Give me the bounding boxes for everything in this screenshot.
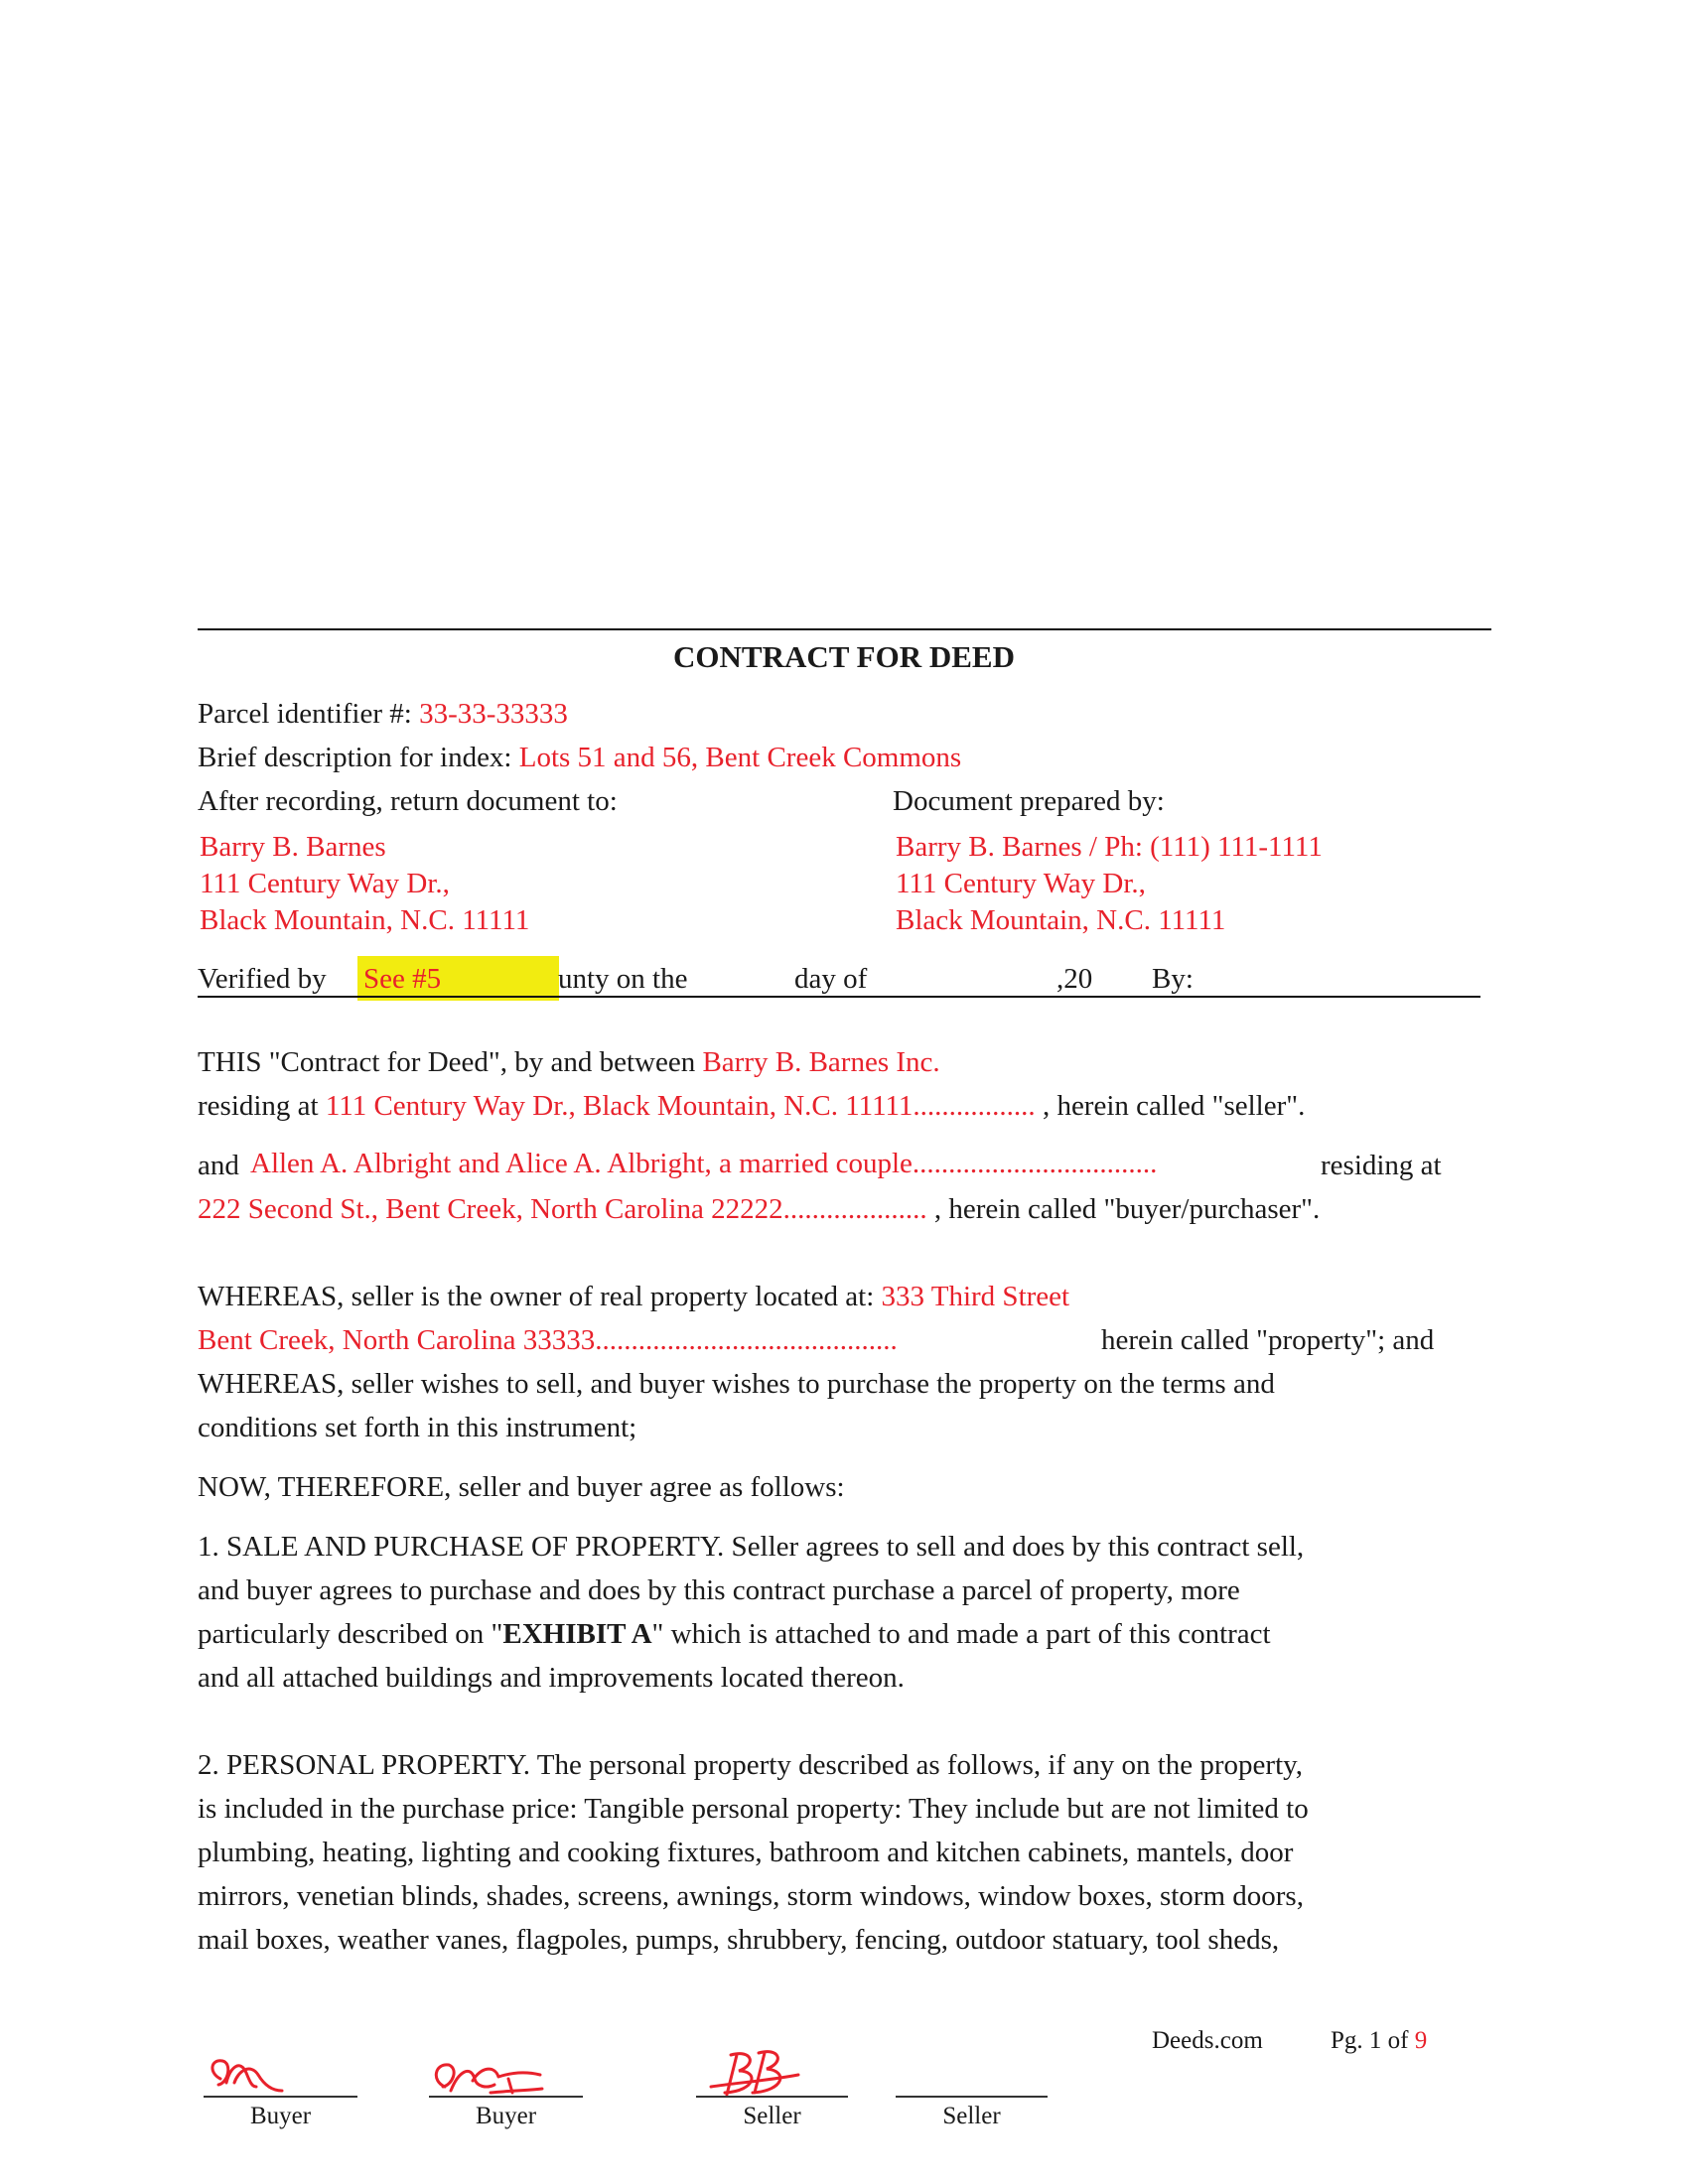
brief-description bbox=[198, 736, 961, 779]
buyer-residing: residing at bbox=[1321, 1150, 1442, 1181]
verify-county: unty on the bbox=[558, 963, 688, 995]
section1-line-2: and buyer agrees to purchase and does by this contract purchase a parcel of property, more bbox=[198, 1574, 1240, 1606]
page-total: 9 bbox=[1414, 2027, 1428, 2054]
footer-page bbox=[1331, 2025, 1427, 2057]
now-therefore: NOW, THEREFORE, seller and buyer agree as follows: bbox=[198, 1471, 845, 1503]
verify-year: ,20 bbox=[1056, 963, 1093, 995]
whereas-line-3: WHEREAS, seller wishes to sell, and buyer wishes to purchase the property on the terms and bbox=[198, 1368, 1275, 1400]
intro-text: THIS "Contract for Deed", by and between bbox=[198, 1046, 696, 1078]
prepared-line-2: 111 Century Way Dr., bbox=[896, 868, 1146, 899]
buyer-1-initials-signature bbox=[207, 2053, 286, 2101]
return-line-3: Black Mountain, N.C. 11111 bbox=[200, 904, 530, 936]
section2-line-3: plumbing, heating, lighting and cooking fixtures, bathroom and kitchen cabinets, mantels, door bbox=[198, 1837, 1294, 1868]
parcel-label: Parcel identifier #: bbox=[198, 698, 412, 730]
signature-line-buyer-1 bbox=[204, 2096, 357, 2098]
section1-line3-prefix: particularly described on " bbox=[198, 1618, 503, 1650]
seller-residence bbox=[198, 1084, 1305, 1128]
property-suffix: herein called "property"; and bbox=[1101, 1324, 1435, 1356]
signature-label-seller-2: Seller bbox=[942, 2103, 1001, 2129]
return-label: After recording, return document to: bbox=[198, 785, 618, 817]
seller-address: 111 Century Way Dr., Black Mountain, N.C. 11111................. bbox=[325, 1090, 1036, 1122]
signature-label-seller-1: Seller bbox=[743, 2103, 801, 2129]
verify-by: By: bbox=[1152, 963, 1194, 995]
parcel-identifier bbox=[198, 692, 568, 736]
property-line-2: Bent Creek, North Carolina 33333.......................................... bbox=[198, 1324, 898, 1356]
whereas-line-4: conditions set forth in this instrument; bbox=[198, 1412, 637, 1443]
verify-day: day of bbox=[794, 963, 868, 995]
residing-label: residing at bbox=[198, 1090, 319, 1122]
property-line-1: 333 Third Street bbox=[881, 1281, 1070, 1312]
section2-line-1: 2. PERSONAL PROPERTY. The personal property described as follows, if any on the property, bbox=[198, 1749, 1304, 1781]
brief-label: Brief description for index: bbox=[198, 742, 512, 773]
section2-line-5: mail boxes, weather vanes, flagpoles, pumps, shrubbery, fencing, outdoor statuary, tool sheds, bbox=[198, 1924, 1280, 1956]
exhibit-a: EXHIBIT A bbox=[502, 1618, 652, 1650]
page-prefix: Pg. 1 of bbox=[1331, 2027, 1409, 2054]
signature-line-seller-1 bbox=[696, 2096, 848, 2098]
signature-line-seller-2 bbox=[896, 2096, 1048, 2098]
document-title: CONTRACT FOR DEED bbox=[673, 639, 1015, 674]
seller-name: Barry B. Barnes Inc. bbox=[702, 1046, 940, 1078]
section1-line-3 bbox=[198, 1612, 1271, 1656]
parcel-value: 33-33-33333 bbox=[419, 698, 568, 730]
signature-label-buyer-2: Buyer bbox=[475, 2103, 537, 2129]
section1-line-1: 1. SALE AND PURCHASE OF PROPERTY. Seller agrees to sell and does by this contract sell, bbox=[198, 1531, 1305, 1563]
return-line-1: Barry B. Barnes bbox=[200, 831, 386, 863]
signature-line-buyer-2 bbox=[429, 2096, 583, 2098]
return-line-2: 111 Century Way Dr., bbox=[200, 868, 450, 899]
whereas-line-1 bbox=[198, 1275, 1069, 1318]
buyer-residence bbox=[198, 1187, 1320, 1231]
and-label: and bbox=[198, 1150, 239, 1181]
footer-site: Deeds.com bbox=[1152, 2027, 1263, 2054]
whereas-prefix: WHEREAS, seller is the owner of real property located at: bbox=[198, 1281, 875, 1312]
verify-highlight-text: See #5 bbox=[363, 963, 442, 995]
section1-line3-suffix: " which is attached to and made a part of this contract bbox=[651, 1618, 1271, 1650]
section2-line-2: is included in the purchase price: Tangible personal property: They include but are not limited to bbox=[198, 1793, 1309, 1825]
section2-line-4: mirrors, venetian blinds, shades, screens, awnings, storm windows, window boxes, storm doors, bbox=[198, 1880, 1304, 1912]
signature-label-buyer-1: Buyer bbox=[249, 2103, 312, 2129]
buyer-2-initials-signature bbox=[429, 2057, 548, 2101]
top-rule bbox=[198, 628, 1491, 630]
seller-1-initials-signature bbox=[707, 2047, 802, 2099]
section1-line-4: and all attached buildings and improvements located thereon. bbox=[198, 1662, 905, 1694]
brief-value: Lots 51 and 56, Bent Creek Commons bbox=[518, 742, 962, 773]
buyer-suffix: , herein called "buyer/purchaser". bbox=[933, 1193, 1321, 1225]
buyer-address: 222 Second St., Bent Creek, North Carolina 22222.................... bbox=[198, 1193, 927, 1225]
verify-rule bbox=[198, 996, 1480, 998]
seller-suffix: , herein called "seller". bbox=[1042, 1090, 1306, 1122]
prepared-line-1: Barry B. Barnes / Ph: (111) 111-1111 bbox=[896, 831, 1323, 863]
prepared-line-3: Black Mountain, N.C. 11111 bbox=[896, 904, 1226, 936]
prepared-label: Document prepared by: bbox=[893, 785, 1165, 817]
buyer-name: Allen A. Albright and Alice A. Albright, a married couple.................................. bbox=[250, 1148, 1158, 1179]
parties-intro bbox=[198, 1040, 940, 1084]
verify-prefix: Verified by bbox=[198, 963, 327, 995]
